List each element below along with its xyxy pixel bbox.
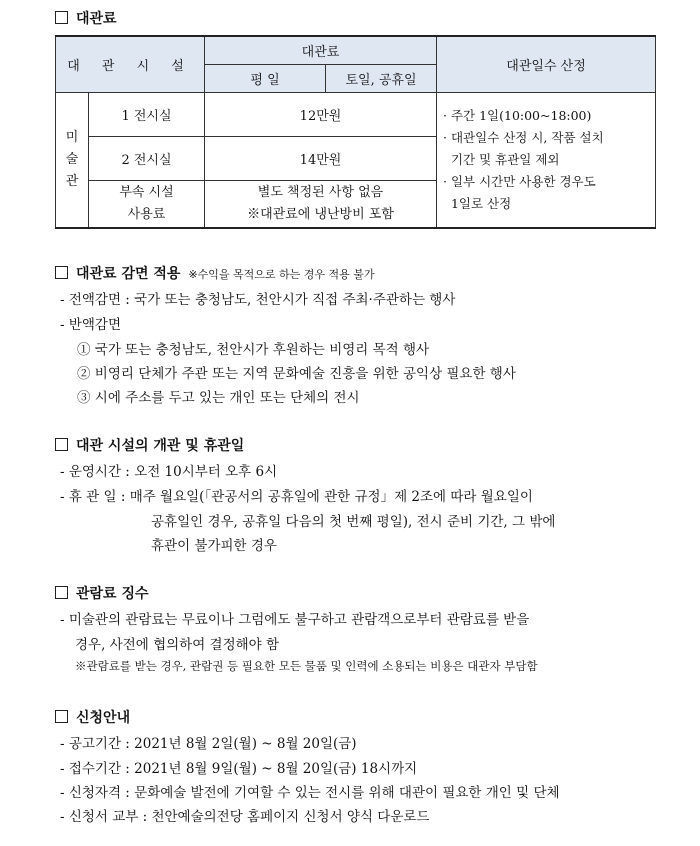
fee-table (55, 35, 656, 229)
venue-label: 미 술 관 (56, 92, 89, 228)
facility-fee: 14만원 (205, 136, 437, 180)
discount-item: ② 비영리 단체가 주관 또는 지역 문화예술 진흥을 위한 공익상 필요한 행사 (77, 366, 516, 382)
application-line: - 신청서 교부 : 천안예술의전당 홈페이지 신청서 양식 다운로드 (60, 809, 430, 825)
hours-line: 휴관이 불가피한 경우 (151, 538, 277, 554)
facility-name: 2 전시실 (89, 136, 205, 180)
facility-name: 1 전시실 (89, 92, 205, 136)
extra-facility-fee: 별도 책정된 사항 없음 ※대관료에 냉난방비 포함 (205, 180, 437, 228)
checkbox-square-icon (55, 710, 68, 723)
discount-note: ※수익을 목적으로 하는 경우 적용 불가 (188, 268, 375, 281)
application-line: - 공고기간 : 2021년 8월 2일(월) ~ 8월 20일(금) (60, 736, 357, 752)
discount-item: ① 국가 또는 충청남도, 천안시가 후원하는 비영리 목적 행사 (77, 342, 430, 358)
section-title-fee: 대관료 (55, 8, 117, 28)
checkbox-square-icon (55, 586, 68, 599)
checkbox-square-icon (55, 266, 68, 279)
discount-full: - 전액감면 : 국가 또는 충청남도, 천안시가 직접 주최·주관하는 행사 (60, 292, 456, 308)
extra-facility-name: 부속 시설 사용료 (89, 180, 205, 228)
discount-item: ③ 시에 주소를 두고 있는 개인 또는 단체의 전시 (77, 390, 360, 406)
header-weekday: 평 일 (205, 64, 326, 92)
header-days: 대관일수 산정 (437, 36, 656, 92)
header-facility: 대 관 시 설 (56, 36, 205, 92)
application-line: - 접수기간 : 2021년 8월 9일(월) ~ 8월 20일(금) 18시까지 (60, 761, 418, 777)
hours-line: - 휴 관 일 : 매주 월요일(「관공서의 공휴일에 관한 규정」제 2조에 따라 월요일이 (60, 489, 533, 505)
hours-line: - 운영시간 : 오전 10시부터 오후 6시 (60, 464, 278, 480)
section-title-admission: 관람료 징수 (55, 583, 149, 603)
header-weekend: 토일, 공휴일 (326, 64, 437, 92)
day-notes: · 주간 1일(10:00~18:00) · 대관일수 산정 시, 작품 설치 기간 및 휴관일 제외 · 일부 시간만 사용한 경우도 1일로 산정 (437, 92, 656, 228)
checkbox-square-icon (55, 11, 68, 24)
checkbox-square-icon (55, 438, 68, 451)
application-line: - 신청자격 : 문화예술 발전에 기여할 수 있는 전시를 위해 대관이 필요한 개인 및 단체 (60, 785, 560, 801)
admission-line: 경우, 사전에 협의하여 결정해야 함 (75, 637, 280, 653)
discount-half: - 반액감면 (60, 317, 122, 333)
admission-note: ※관람료를 받는 경우, 관람권 등 필요한 모든 물품 및 인력에 소용되는 비용은 대관자 부담함 (75, 659, 538, 673)
section-title-application: 신청안내 (55, 707, 130, 727)
section-title-hours: 대관 시설의 개관 및 휴관일 (55, 435, 244, 455)
section-title-discount: 대관료 감면 적용 ※수익을 목적으로 하는 경우 적용 불가 (55, 263, 375, 283)
header-fee: 대관료 (205, 36, 437, 64)
hours-line: 공휴일인 경우, 공휴일 다음의 첫 번째 평일), 전시 준비 기간, 그 밖에 (151, 514, 556, 530)
facility-fee: 12만원 (205, 92, 437, 136)
admission-line: - 미술관의 관람료는 무료이나 그럼에도 불구하고 관람객으로부터 관람료를 받을 (60, 612, 530, 628)
